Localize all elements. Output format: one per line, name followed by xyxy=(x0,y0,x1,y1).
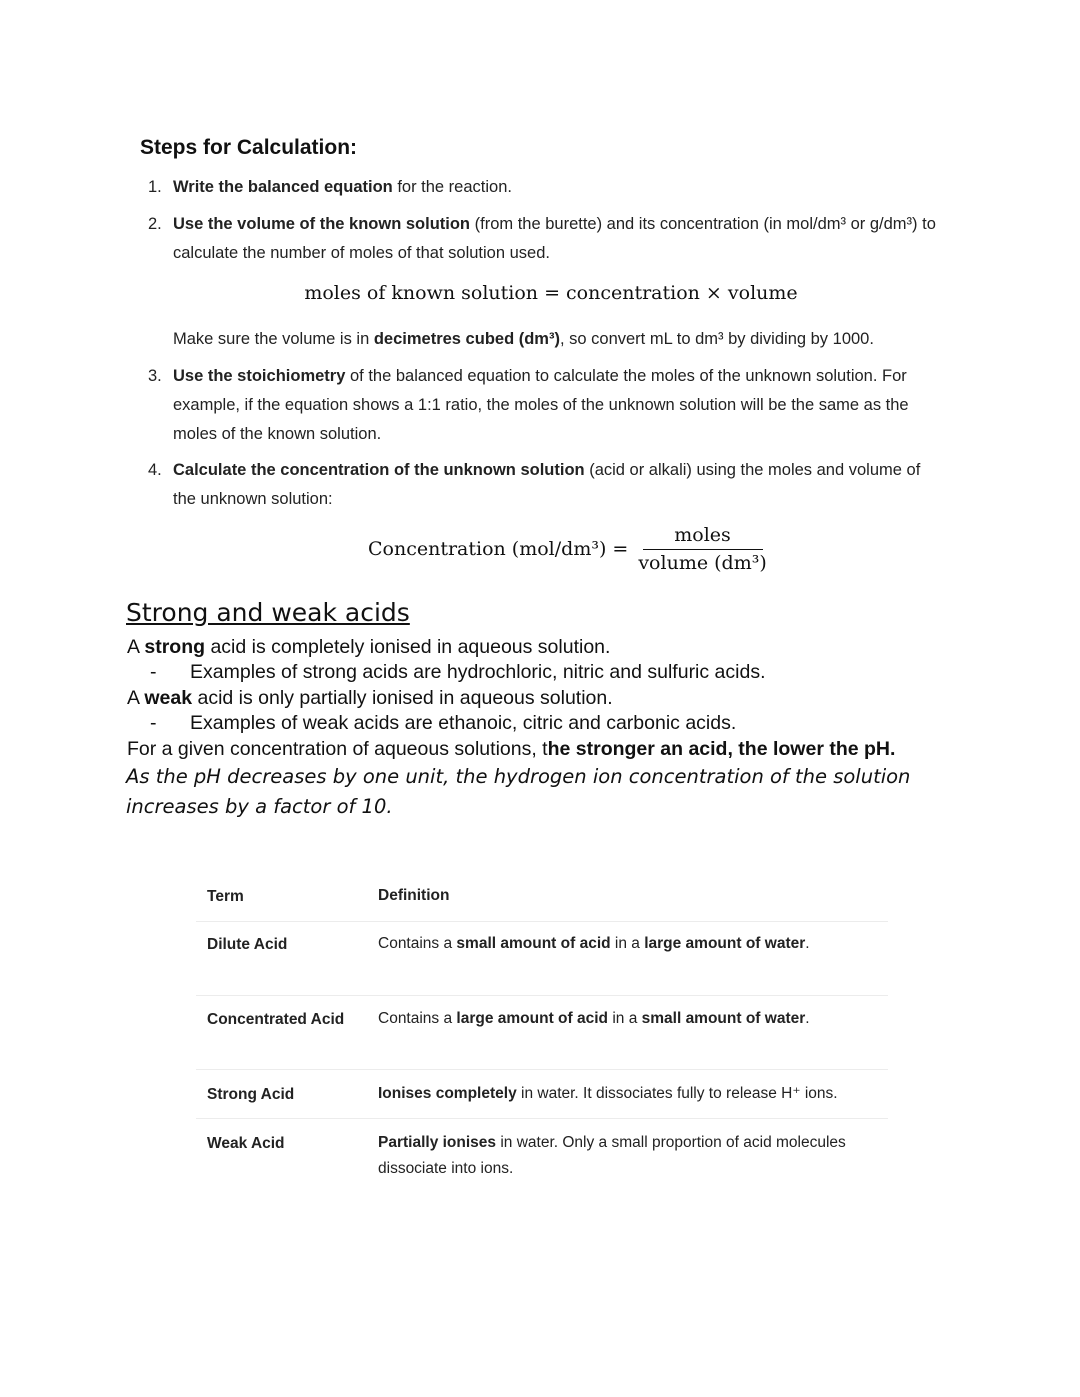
step-number: 4. xyxy=(148,461,162,479)
text: For a given concentration of aqueous solutions, t xyxy=(127,738,548,760)
step-2 xyxy=(148,210,938,268)
bullet-dash: - xyxy=(150,712,157,734)
header-term: Term xyxy=(207,888,244,905)
text: acid is completely ionised in aqueous solution. xyxy=(205,636,611,658)
table-row xyxy=(196,922,888,996)
ph-statement xyxy=(127,736,895,762)
bold-text: strong xyxy=(144,636,206,658)
term-cell: Weak Acid xyxy=(207,1135,285,1152)
text: Contains a xyxy=(378,1010,457,1027)
definition-cell xyxy=(378,1130,878,1182)
step-bold: Use the volume of the known solution xyxy=(173,215,471,233)
step-text: (acid or alkali) using the moles and volume of the unknown solution: xyxy=(173,461,921,508)
bold-text: small amount of water xyxy=(641,1010,806,1027)
text: in a xyxy=(610,935,645,952)
text: A xyxy=(127,687,145,709)
text: Contains a xyxy=(378,935,457,952)
equation-moles: moles of known solution = concentration × volume xyxy=(304,282,798,304)
fraction-numerator: moles xyxy=(643,524,763,550)
bold-text: Ionises completely xyxy=(378,1085,517,1102)
bold-text: large amount of water xyxy=(644,935,806,952)
text: A xyxy=(127,636,145,658)
bullet-dash: - xyxy=(150,661,157,683)
step-text: for the reaction. xyxy=(392,178,512,196)
step-number: 2. xyxy=(148,215,162,233)
definition-cell xyxy=(378,931,878,957)
term-cell: Concentrated Acid xyxy=(207,1011,345,1028)
bold-text: large amount of acid xyxy=(456,1010,609,1027)
step-3 xyxy=(148,362,938,449)
text: in a xyxy=(608,1010,642,1027)
bullet-text: Examples of weak acids are ethanoic, citric and carbonic acids. xyxy=(190,712,737,734)
bold-text: Partially ionises xyxy=(378,1134,497,1151)
strong-acid-example xyxy=(150,659,766,685)
header-definition: Definition xyxy=(378,887,450,904)
note-text: , so convert mL to dm³ by dividing by 1000. xyxy=(559,330,874,348)
step-1 xyxy=(148,173,938,202)
table-row xyxy=(196,1070,888,1119)
step-number: 1. xyxy=(148,178,162,196)
term-cell: Dilute Acid xyxy=(207,936,288,953)
bold-text: small amount of acid xyxy=(456,935,611,952)
fraction-denominator: volume (dm³) xyxy=(638,552,767,574)
step-number: 3. xyxy=(148,367,162,385)
text: in water. It dissociates fully to release H⁺ ions. xyxy=(516,1085,838,1102)
table-row xyxy=(196,996,888,1070)
ph-italic-note: As the pH decreases by one unit, the hydrogen ion concentration of the solution increases by a factor of 10. xyxy=(126,765,911,818)
step-text: of the balanced equation to calculate the moles of the unknown solution. For example, if the equation shows a 1:1 ratio, the moles of the unknown solution will be the same as the moles of the known solution. xyxy=(173,367,909,443)
term-cell: Strong Acid xyxy=(207,1086,295,1103)
note-text: Make sure the volume is in xyxy=(173,330,374,348)
equation-concentration xyxy=(368,524,767,574)
weak-acid-example xyxy=(150,710,736,736)
step-bold: Calculate the concentration of the unknown solution xyxy=(173,461,585,479)
note-bold: decimetres cubed (dm³) xyxy=(373,330,560,348)
definition-cell xyxy=(378,1081,878,1107)
step-bold: Write the balanced equation xyxy=(173,178,393,196)
text: acid is only partially ionised in aqueous solution. xyxy=(192,687,613,709)
strong-acid-definition xyxy=(127,634,610,660)
fraction xyxy=(638,524,766,574)
step-4 xyxy=(148,456,938,514)
step-text: (from the burette) and its concentration (in mol/dm³ or g/dm³) to calculate the number of moles of that solution used. xyxy=(173,215,936,262)
text: in water. Only a small proportion of acid molecules dissociate into ions. xyxy=(378,1134,846,1177)
weak-acid-definition xyxy=(127,685,613,711)
steps-heading: Steps for Calculation: xyxy=(140,136,358,159)
table-header xyxy=(196,876,888,922)
text: . xyxy=(805,935,810,952)
bullet-text: Examples of strong acids are hydrochloric, nitric and sulfuric acids. xyxy=(190,661,766,683)
step-bold: Use the stoichiometry xyxy=(173,367,346,385)
definition-cell xyxy=(378,1006,878,1032)
bold-text: weak xyxy=(144,687,193,709)
section-title: Strong and weak acids xyxy=(126,598,410,627)
text: . xyxy=(805,1010,810,1027)
equation-lhs: Concentration (mol/dm³) = xyxy=(368,538,629,560)
bold-text: he stronger an acid, the lower the pH. xyxy=(547,738,896,760)
volume-note xyxy=(173,327,874,352)
table-row xyxy=(196,1119,888,1189)
